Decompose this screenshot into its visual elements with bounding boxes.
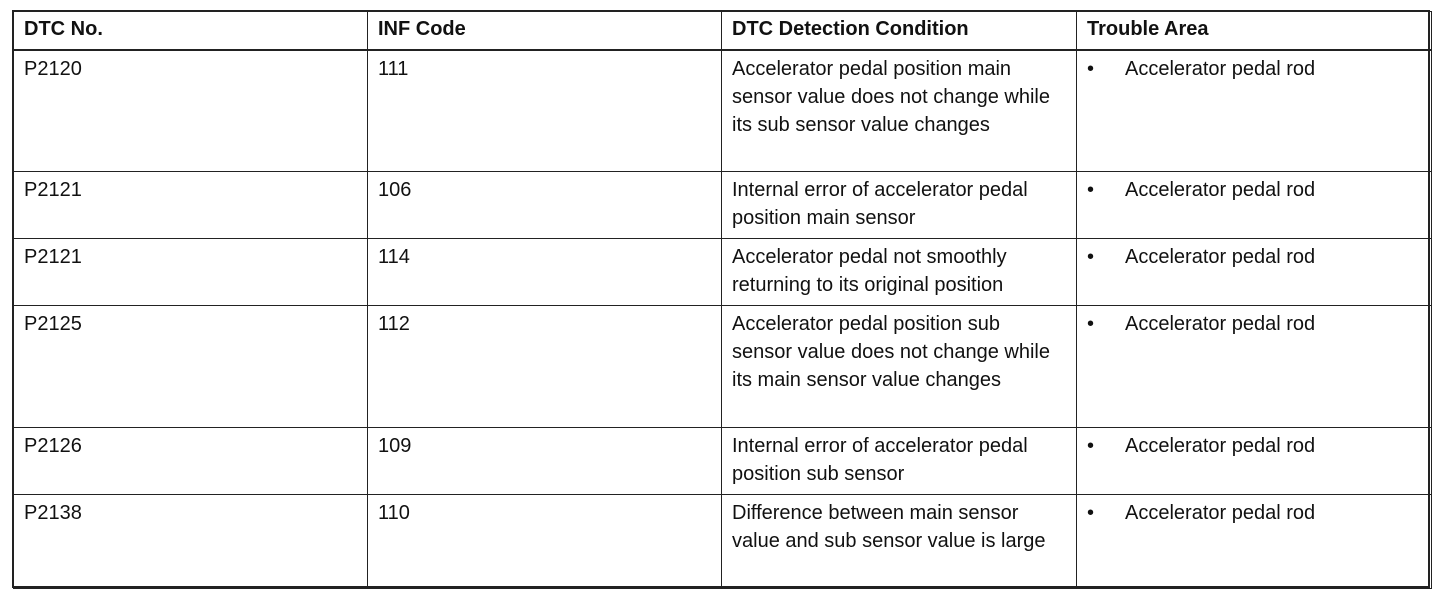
trouble-area-text: Accelerator pedal rod	[1125, 502, 1316, 524]
cell-dtc-no: P2121	[14, 239, 368, 306]
dtc-table	[13, 11, 1432, 589]
header-row	[14, 12, 1432, 50]
table-row	[14, 428, 1432, 495]
cell-dtc-no: P2121	[14, 172, 368, 239]
trouble-area-item	[1087, 499, 1421, 527]
trouble-area-text: Accelerator pedal rod	[1125, 313, 1316, 335]
table-row	[14, 495, 1432, 589]
trouble-area-item	[1087, 432, 1421, 460]
cell-detection-condition: Accelerator pedal position main sensor value does not change while its sub sensor value changes	[722, 50, 1077, 172]
trouble-area-item	[1087, 176, 1421, 204]
cell-trouble-area	[1077, 306, 1432, 428]
cell-trouble-area	[1077, 495, 1432, 589]
table-header	[14, 12, 1432, 50]
bullet-icon: •	[1087, 57, 1095, 80]
table-row	[14, 306, 1432, 428]
cell-detection-condition: Difference between main sensor value and sub sensor value is large	[722, 495, 1077, 589]
cell-detection-condition: Internal error of accelerator pedal position main sensor	[722, 172, 1077, 239]
trouble-area-item	[1087, 243, 1421, 271]
table-body	[14, 50, 1432, 589]
header-inf-code: INF Code	[368, 12, 722, 50]
cell-dtc-no: P2126	[14, 428, 368, 495]
bullet-icon: •	[1087, 435, 1095, 457]
cell-inf-code: 110	[368, 495, 722, 589]
cell-detection-condition: Accelerator pedal position sub sensor value does not change while its main sensor value changes	[722, 306, 1077, 428]
trouble-area-text: Accelerator pedal rod	[1125, 246, 1316, 268]
cell-detection-condition: Accelerator pedal not smoothly returning to its original position	[722, 239, 1077, 306]
trouble-area-text: Accelerator pedal rod	[1125, 179, 1316, 201]
cell-trouble-area	[1077, 172, 1432, 239]
bullet-icon: •	[1087, 313, 1095, 335]
cell-trouble-area	[1077, 428, 1432, 495]
cell-inf-code: 112	[368, 306, 722, 428]
cell-inf-code: 114	[368, 239, 722, 306]
table-row	[14, 172, 1432, 239]
header-detection-condition: DTC Detection Condition	[722, 12, 1077, 50]
cell-dtc-no: P2120	[14, 50, 368, 172]
trouble-area-text: Accelerator pedal rod	[1125, 57, 1316, 80]
cell-inf-code: 109	[368, 428, 722, 495]
cell-trouble-area	[1077, 239, 1432, 306]
trouble-area-item	[1087, 310, 1421, 338]
cell-dtc-no: P2138	[14, 495, 368, 589]
bullet-icon: •	[1087, 246, 1095, 268]
bullet-icon: •	[1087, 502, 1095, 524]
header-trouble-area: Trouble Area	[1077, 12, 1432, 50]
table-row	[14, 239, 1432, 306]
cell-inf-code: 111	[368, 50, 722, 172]
cell-detection-condition: Internal error of accelerator pedal position sub sensor	[722, 428, 1077, 495]
trouble-area-item	[1087, 55, 1421, 83]
cell-inf-code: 106	[368, 172, 722, 239]
table-row	[14, 50, 1432, 172]
cell-dtc-no: P2125	[14, 306, 368, 428]
trouble-area-text: Accelerator pedal rod	[1125, 435, 1316, 457]
header-dtc-no: DTC No.	[14, 12, 368, 50]
bullet-icon: •	[1087, 179, 1095, 201]
cell-trouble-area	[1077, 50, 1432, 172]
